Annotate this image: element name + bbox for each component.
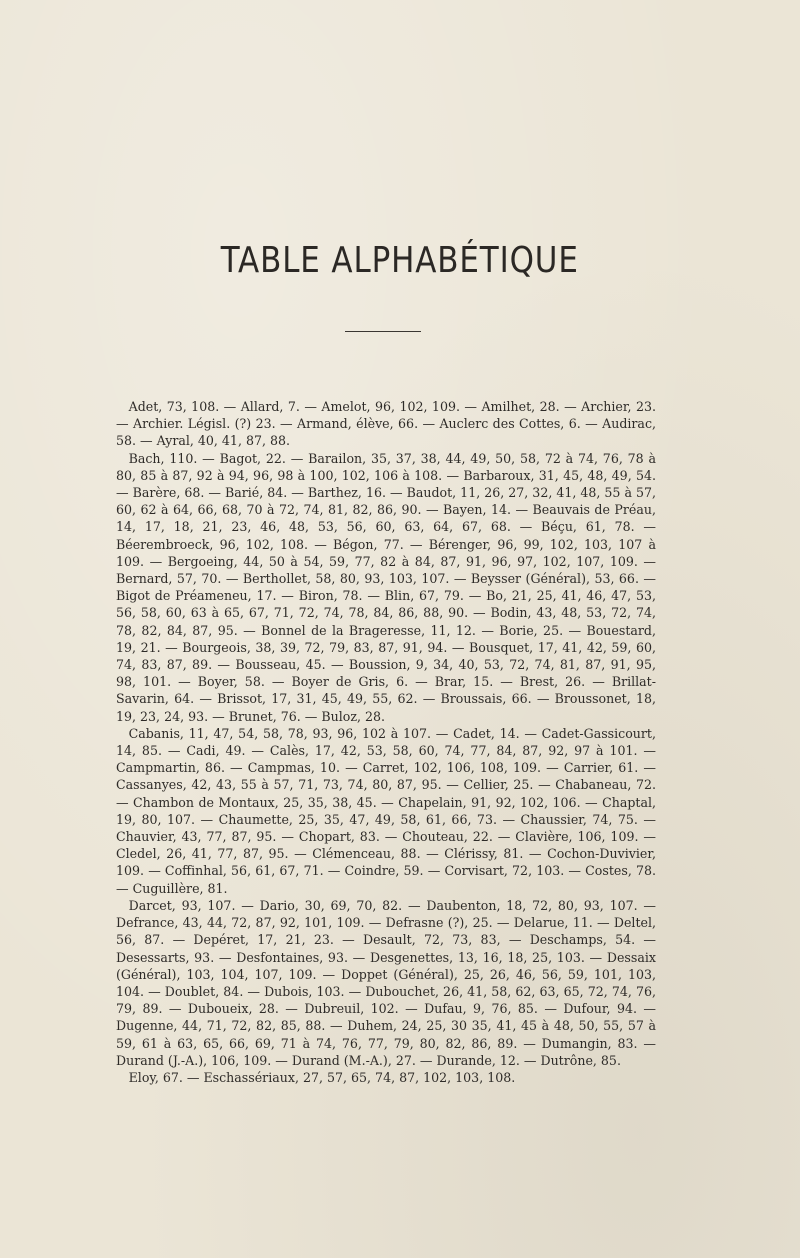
index-section-b: Bach, 110. — Bagot, 22. — Barailon, 35, 37, 38, 44, 49, 50, 58, 72 à 74, 76, 78 à 80, 85 à 87, 92 à 94, 96, 98 à 100, 102, 106 à 108. — Barbaroux, 31, 45, 48, 49, 54. — Barère, 68. — Barié, 84. — Barthez, 16. — Baudot, 11, 26, 27, 32, 41, 48, 55 à 57, 60, 62 à 64, 66, 68, 70 à 72, 74, 81, 82, 86, 90. — Bayen, 14. — Beauvais de Préau, 14, 17, 18, 21, 23, 46, 48, 53, 56, 60, 63, 64, 67, 68. — Béçu, 61, 78. — Béerembroeck, 96, 102, 108. — Bégon, 77. — Bérenger, 96, 99, 102, 103, 107 à 109. — Bergoeing, 44, 50 à 54, 59, 77, 82 à 84, 87, 91, 96, 97, 102, 107, 109. — Bernard, 57, 70. — Berthollet, 58, 80, 93, 103, 107. — Beysser (Général), 53, 66. — Bigot de Préameneu, 17. — Biron, 78. — Blin, 67, 79. — Bo, 21, 25, 41, 46, 47, 53, 56, 58, 60, 63 à 65, 67, 71, 72, 74, 78, 84, 86, 88, 90. — Bodin, 43, 48, 53, 72, 74, 78, 82, 84, 87, 95. — Bonnel de la Brageresse, 11, 12. — Borie, 25. — Bouestard, 19, 21. — Bourgeois, 38, 39, 72, 79, 83, 87, 91, 94. — Bousquet, 17, 41, 42, 59, 60, 74, 83, 87, 89. — Bousseau, 45. — Boussion, 9, 34, 40, 53, 72, 74, 81, 87, 91, 95, 98, 101. — Boyer, 58. — Boyer de Gris, 6. — Brar, 15. — Brest, 26. — Brillat-Savarin, 64. — Brissot, 17, 31, 45, 49, 55, 62. — Broussais, 66. — Broussonet, 18, 19, 23, 24, 93. — Brunet, 76. — Buloz, 28. (116, 450, 656, 724)
index-section-d: Darcet, 93, 107. — Dario, 30, 69, 70, 82. — Daubenton, 18, 72, 80, 93, 107. — Defrance, 43, 44, 72, 87, 92, 101, 109. — Defrasne (?), 25. — Delarue, 11. — Deltel, 56, 87. — Depéret, 17, 21, 23. — Desault, 72, 73, 83, — Deschamps, 54. — Desessarts, 93. — Desfontaines, 93. — Desgenettes, 13, 16, 18, 25, 103. — Dessaix (Général), 103, 104, 107, 109. — Doppet (Général), 25, 26, 46, 56, 59, 101, 103, 104. — Doublet, 84. — Dubois, 103. — Dubouchet, 26, 41, 58, 62, 63, 65, 72, 74, 76, 79, 89. — Duboueix, 28. — Dubreuil, 102. — Dufau, 9, 76, 85. — Dufour, 94. — Dugenne, 44, 71, 72, 82, 85, 88. — Duhem, 24, 25, 30 35, 41, 45 à 48, 50, 55, 57 à 59, 61 à 63, 65, 66, 69, 71 à 74, 76, 77, 79, 80, 82, 86, 89. — Dumangin, 83. — Durand (J.-A.), 106, 109. — Durand (M.-A.), 27. — Durande, 12. — Dutrône, 85. (116, 897, 656, 1068)
index-section-e: Eloy, 67. — Eschassériaux, 27, 57, 65, 74, 87, 102, 103, 108. (128, 1069, 516, 1085)
index-body (116, 398, 656, 1086)
index-section-a: Adet, 73, 108. — Allard, 7. — Amelot, 96, 102, 109. — Amilhet, 28. — Archier, 23. — Archier. Législ. (?) 23. — Armand, élève, 66. — Auclerc des Cottes, 6. — Audirac, 58. — Ayral, 40, 41, 87, 88. (116, 399, 656, 449)
title-divider (345, 331, 421, 332)
index-section-c: Cabanis, 11, 47, 54, 58, 78, 93, 96, 102 à 107. — Cadet, 14. — Cadet-Gassicourt, 14, 85. — Cadi, 49. — Calès, 17, 42, 53, 58, 60, 74, 77, 84, 87, 92, 97 à 101. — Campmartin, 86. — Campmas, 10. — Carret, 102, 106, 108, 109. — Carrier, 61. — Cassanyes, 42, 43, 55 à 57, 71, 73, 74, 80, 87, 95. — Cellier, 25. — Chabaneau, 72. — Chambon de Montaux, 25, 35, 38, 45. — Chapelain, 91, 92, 102, 106. — Chaptal, 19, 80, 107. — Chaumette, 25, 35, 47, 49, 58, 61, 66, 73. — Chaussier, 74, 75. — Chauvier, 43, 77, 87, 95. — Chopart, 83. — Chouteau, 22. — Clavière, 106, 109. — Cledel, 26, 41, 77, 87, 95. — Clémenceau, 88. — Clérissy, 81. — Cochon-Duvivier, 109. — Coffinhal, 56, 61, 67, 71. — Coindre, 59. — Corvisart, 72, 103. — Costes, 78. — Cuguillère, 81. (116, 725, 656, 896)
page-title: TABLE ALPHABÉTIQUE (220, 240, 579, 281)
